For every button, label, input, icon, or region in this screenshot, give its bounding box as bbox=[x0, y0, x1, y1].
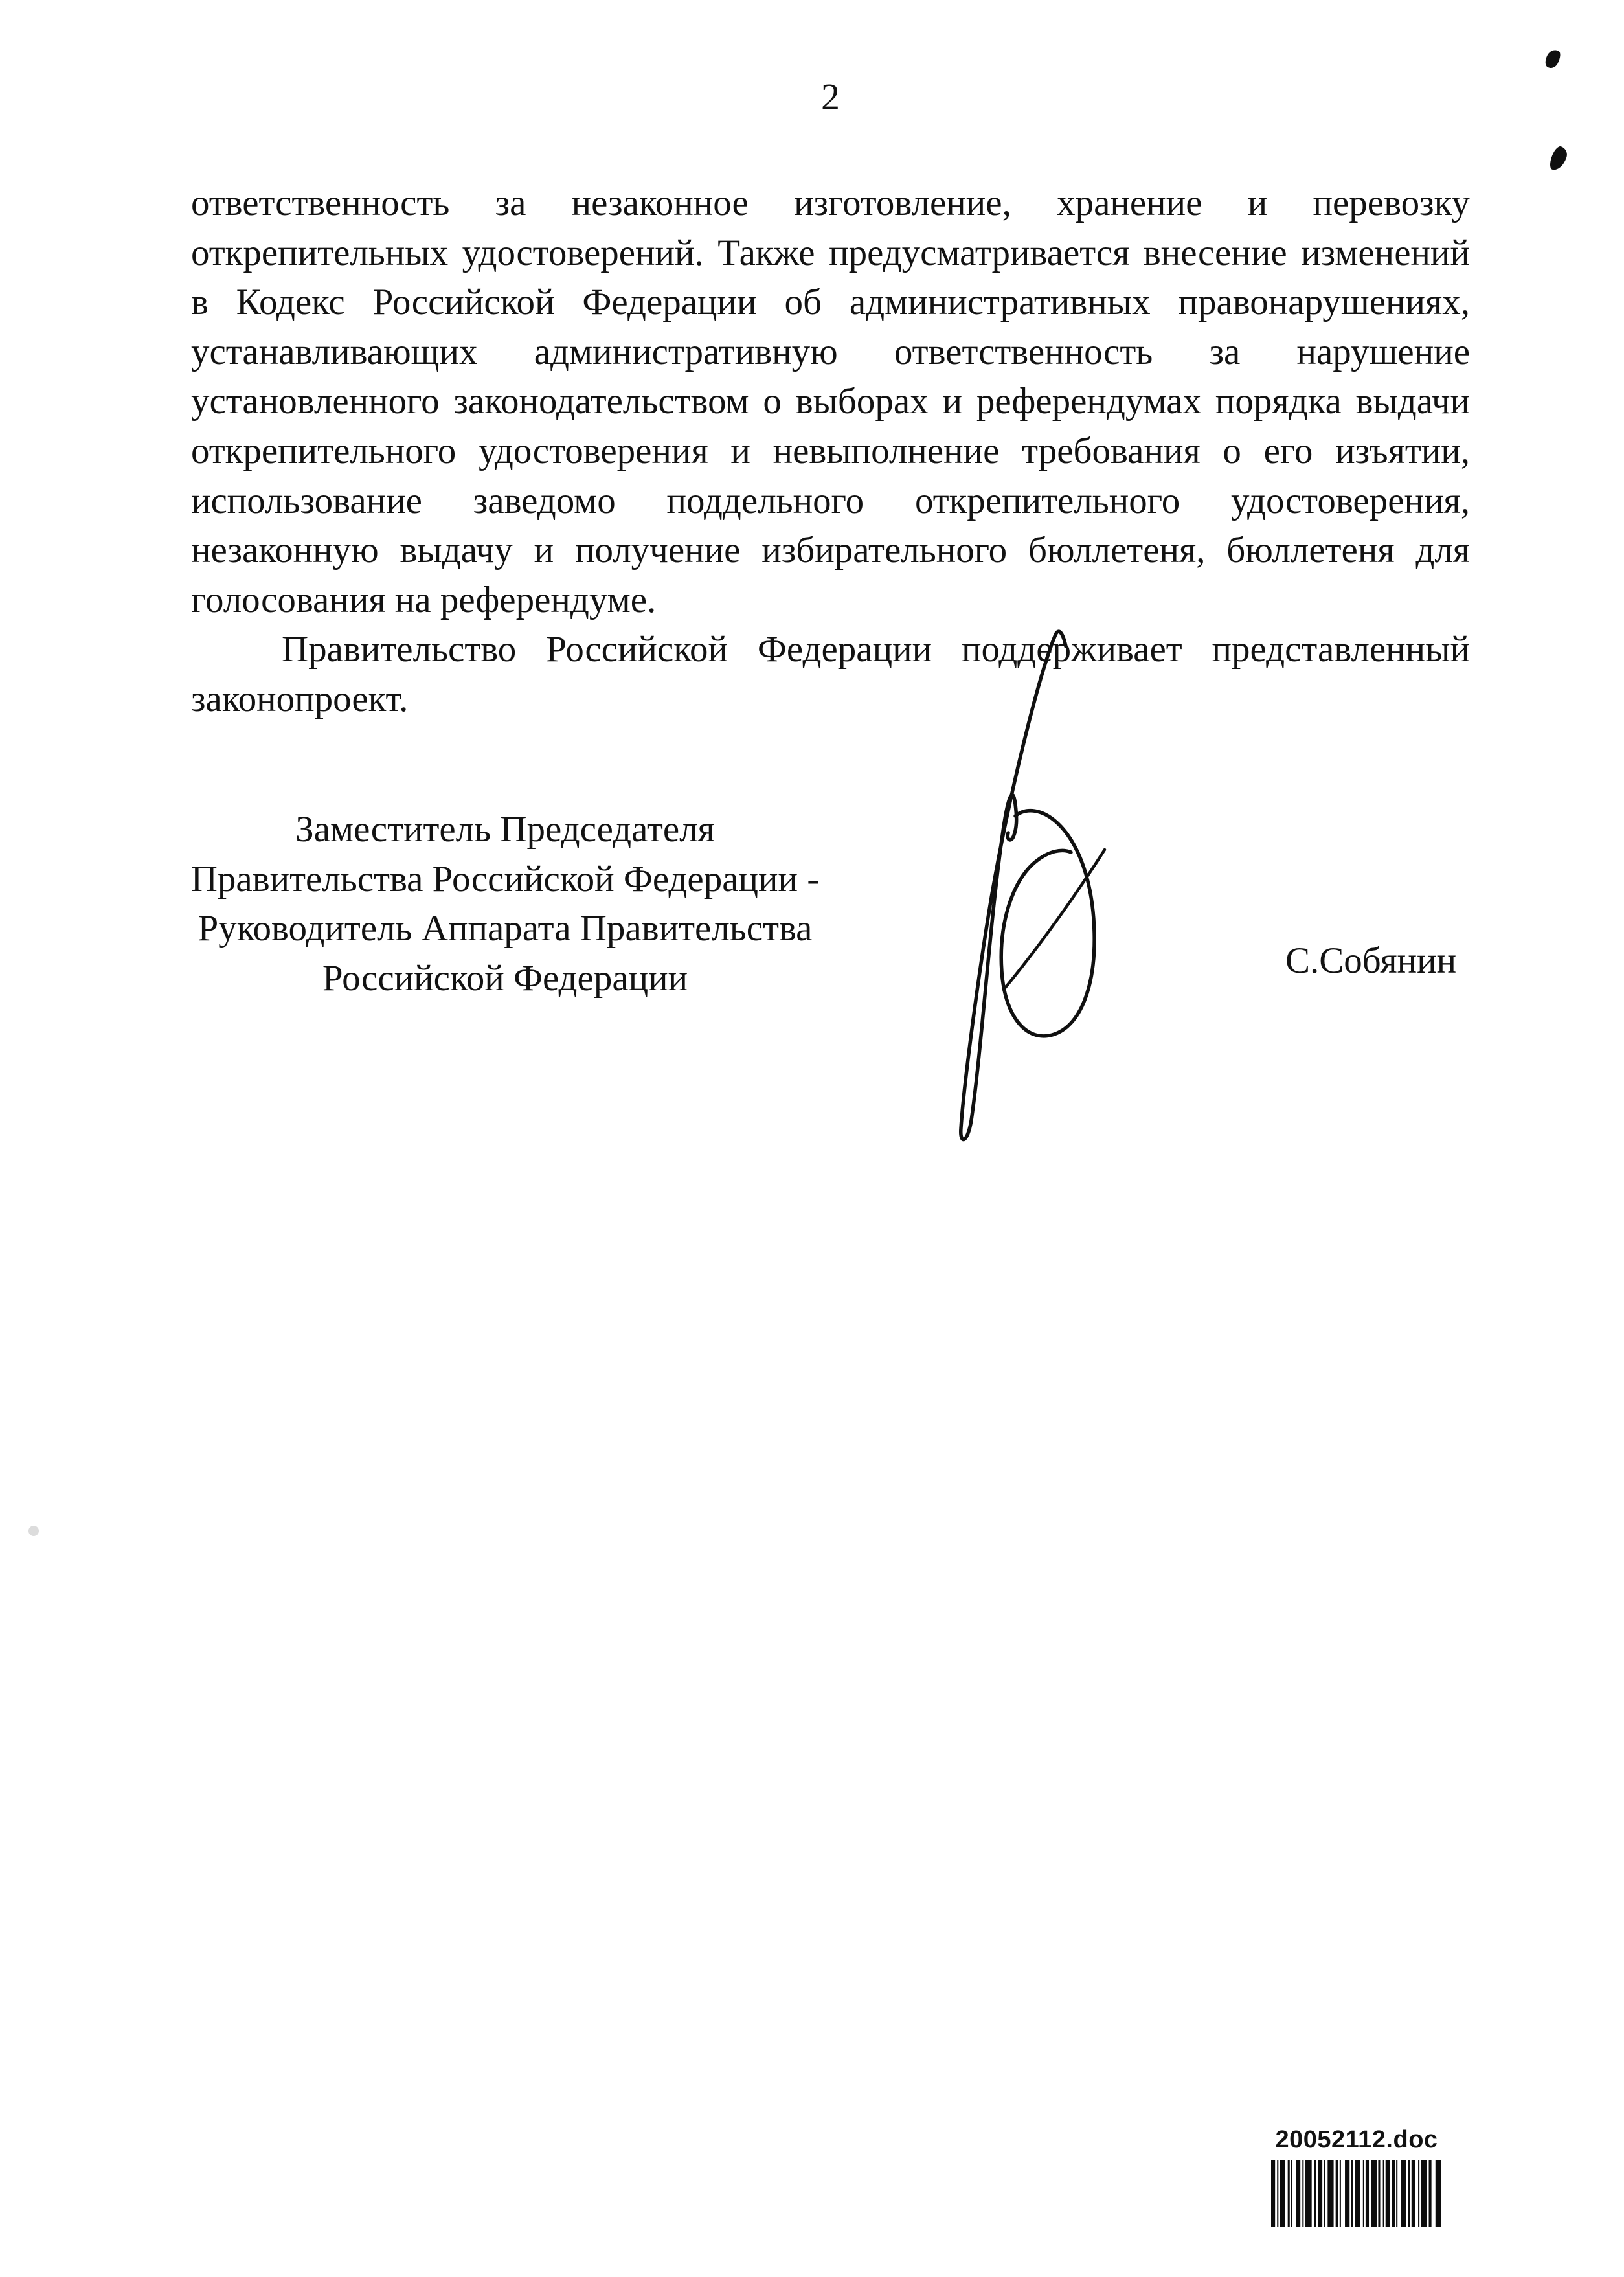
handwritten-signature bbox=[932, 622, 1120, 1153]
page-number: 2 bbox=[821, 76, 840, 118]
signer-name: С.Собянин bbox=[1285, 940, 1457, 981]
text-line: устанавливающих административную ответственность за нарушение bbox=[191, 331, 1470, 372]
signoff-line: Руководитель Аппарата Правительства bbox=[197, 908, 813, 949]
document-filename: 20052112.doc bbox=[1275, 2126, 1438, 2153]
ink-speck bbox=[1542, 47, 1563, 71]
text-line: ответственность за незаконное изготовление, хранение и перевозку bbox=[191, 183, 1470, 223]
text-line: незаконную выдачу и получение избирательного бюллетеня, бюллетеня для bbox=[191, 530, 1470, 571]
text-line: установленного законодательством о выборах и референдумах порядка выдачи bbox=[191, 381, 1470, 422]
text-line: открепительных удостоверений. Также предусматривается внесение изменений bbox=[191, 232, 1470, 273]
text-line: использование заведомо поддельного открепительного удостоверения, bbox=[191, 480, 1470, 521]
body-text bbox=[191, 179, 1470, 725]
text-line: открепительного удостоверения и невыполнение требования о его изъятии, bbox=[191, 430, 1470, 471]
barcode-bars bbox=[1271, 2160, 1441, 2227]
signoff-line: Правительства Российской Федерации - bbox=[190, 858, 820, 900]
text-line: в Кодекс Российской Федерации об административных правонарушениях, bbox=[191, 282, 1470, 323]
text-line: Правительство Российской Федерации поддерживает представленный bbox=[282, 629, 1470, 670]
barcode bbox=[1271, 2160, 1441, 2227]
text-line: законопроект. bbox=[191, 678, 409, 719]
scan-artifact bbox=[28, 1526, 39, 1536]
ink-speck bbox=[1548, 145, 1570, 173]
signoff-title bbox=[185, 805, 826, 1003]
signoff-line: Заместитель Председателя bbox=[295, 809, 715, 850]
text-line: голосования на референдуме. bbox=[191, 579, 657, 620]
signoff-line: Российской Федерации bbox=[322, 957, 688, 999]
